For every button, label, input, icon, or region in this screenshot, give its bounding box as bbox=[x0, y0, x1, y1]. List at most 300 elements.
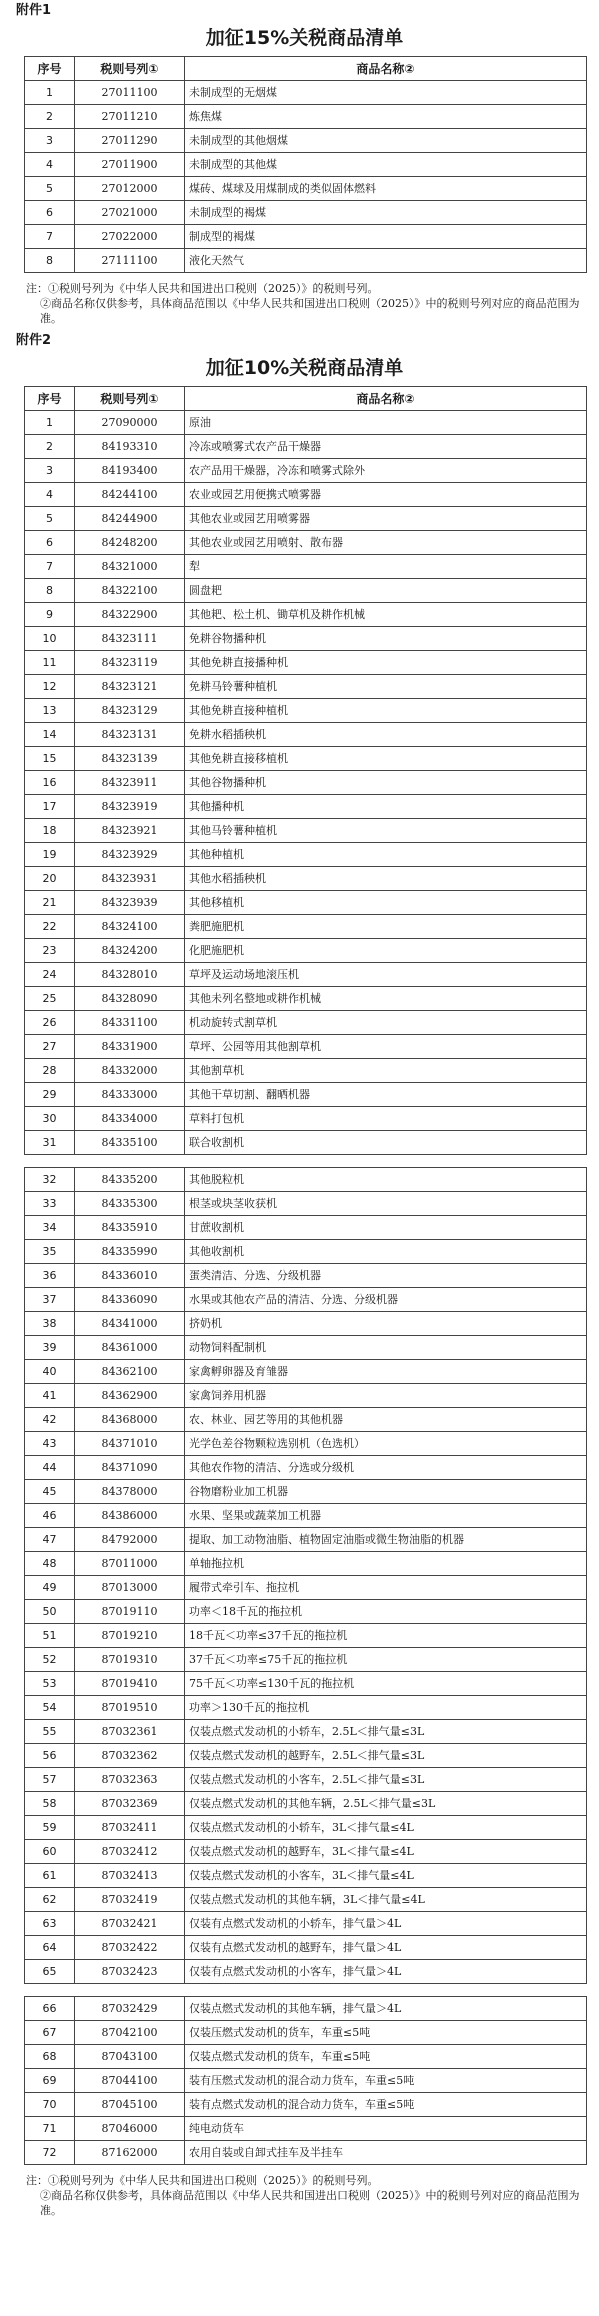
row-tariff-code: 27011290 bbox=[75, 129, 185, 153]
annex1-label: 附件1 bbox=[16, 3, 52, 18]
row-tariff-code: 87032413 bbox=[75, 1864, 185, 1888]
table-row bbox=[25, 699, 587, 723]
table-row bbox=[25, 1360, 587, 1384]
row-seq: 56 bbox=[25, 1744, 75, 1768]
row-tariff-code: 84331100 bbox=[75, 1011, 185, 1035]
row-product-name: 农业或园艺用便携式喷雾器 bbox=[185, 483, 587, 507]
table-row bbox=[25, 1107, 587, 1131]
table-row bbox=[25, 1288, 587, 1312]
table-row bbox=[25, 2141, 587, 2165]
row-product-name: 装有压燃式发动机的混合动力货车，车重≤5吨 bbox=[185, 2069, 587, 2093]
table-row bbox=[25, 2045, 587, 2069]
row-tariff-code: 84328010 bbox=[75, 963, 185, 987]
row-tariff-code: 87011000 bbox=[75, 1552, 185, 1576]
row-seq: 19 bbox=[25, 843, 75, 867]
row-seq: 33 bbox=[25, 1192, 75, 1216]
row-seq: 23 bbox=[25, 939, 75, 963]
row-product-name: 其他种植机 bbox=[185, 843, 587, 867]
row-tariff-code: 87032429 bbox=[75, 1997, 185, 2021]
row-product-name: 农用自装或自卸式挂车及半挂车 bbox=[185, 2141, 587, 2165]
row-seq: 69 bbox=[25, 2069, 75, 2093]
row-seq: 6 bbox=[25, 531, 75, 555]
row-seq: 67 bbox=[25, 2021, 75, 2045]
row-seq: 28 bbox=[25, 1059, 75, 1083]
row-tariff-code: 84323931 bbox=[75, 867, 185, 891]
table-row bbox=[25, 507, 587, 531]
row-tariff-code: 84335990 bbox=[75, 1240, 185, 1264]
row-seq: 24 bbox=[25, 963, 75, 987]
row-product-name: 免耕谷物播种机 bbox=[185, 627, 587, 651]
row-product-name: 草料打包机 bbox=[185, 1107, 587, 1131]
row-product-name: 其他农作物的清洁、分选或分级机 bbox=[185, 1456, 587, 1480]
row-seq: 4 bbox=[25, 153, 75, 177]
row-tariff-code: 87019510 bbox=[75, 1696, 185, 1720]
row-product-name: 机动旋转式割草机 bbox=[185, 1011, 587, 1035]
row-tariff-code: 84362900 bbox=[75, 1384, 185, 1408]
row-tariff-code: 87032423 bbox=[75, 1960, 185, 1984]
row-product-name: 煤砖、煤球及用煤制成的类似固体燃料 bbox=[185, 177, 587, 201]
row-seq: 39 bbox=[25, 1336, 75, 1360]
header-product-name: 商品名称② bbox=[185, 57, 587, 81]
row-seq: 70 bbox=[25, 2093, 75, 2117]
row-seq: 46 bbox=[25, 1504, 75, 1528]
row-seq: 41 bbox=[25, 1384, 75, 1408]
table-row bbox=[25, 1576, 587, 1600]
row-seq: 2 bbox=[25, 435, 75, 459]
row-product-name: 其他收割机 bbox=[185, 1240, 587, 1264]
row-seq: 42 bbox=[25, 1408, 75, 1432]
row-tariff-code: 84323111 bbox=[75, 627, 185, 651]
table-row bbox=[25, 1384, 587, 1408]
row-tariff-code: 84335100 bbox=[75, 1131, 185, 1155]
header-tariff-code: 税则号列① bbox=[75, 57, 185, 81]
row-product-name: 履带式牵引车、拖拉机 bbox=[185, 1576, 587, 1600]
row-product-name: 功率＞130千瓦的拖拉机 bbox=[185, 1696, 587, 1720]
row-product-name: 联合收割机 bbox=[185, 1131, 587, 1155]
row-seq: 52 bbox=[25, 1648, 75, 1672]
row-product-name: 功率＜18千瓦的拖拉机 bbox=[185, 1600, 587, 1624]
row-seq: 22 bbox=[25, 915, 75, 939]
header-product-name: 商品名称② bbox=[185, 387, 587, 411]
row-seq: 62 bbox=[25, 1888, 75, 1912]
row-seq: 26 bbox=[25, 1011, 75, 1035]
row-tariff-code: 84321000 bbox=[75, 555, 185, 579]
row-product-name: 其他水稻插秧机 bbox=[185, 867, 587, 891]
row-tariff-code: 27090000 bbox=[75, 411, 185, 435]
table-row bbox=[25, 891, 587, 915]
row-tariff-code: 84323129 bbox=[75, 699, 185, 723]
table-row bbox=[25, 1792, 587, 1816]
table-row bbox=[25, 2069, 587, 2093]
table-row bbox=[25, 411, 587, 435]
row-seq: 38 bbox=[25, 1312, 75, 1336]
row-tariff-code: 87162000 bbox=[75, 2141, 185, 2165]
table-row bbox=[25, 915, 587, 939]
row-product-name: 其他未列名整地或耕作机械 bbox=[185, 987, 587, 1011]
row-tariff-code: 27021000 bbox=[75, 201, 185, 225]
table-row bbox=[25, 1960, 587, 1984]
row-product-name: 蛋类清洁、分选、分级机器 bbox=[185, 1264, 587, 1288]
row-product-name: 挤奶机 bbox=[185, 1312, 587, 1336]
row-tariff-code: 84378000 bbox=[75, 1480, 185, 1504]
table-row bbox=[25, 675, 587, 699]
table-row bbox=[25, 579, 587, 603]
table-row bbox=[25, 531, 587, 555]
row-seq: 35 bbox=[25, 1240, 75, 1264]
row-seq: 57 bbox=[25, 1768, 75, 1792]
table-row bbox=[25, 225, 587, 249]
table-row bbox=[25, 1912, 587, 1936]
row-product-name: 甘蔗收割机 bbox=[185, 1216, 587, 1240]
note-1: 注：①税则号列为《中华人民共和国进出口税则（2025）》的税则号列。 bbox=[26, 282, 379, 295]
row-seq: 34 bbox=[25, 1216, 75, 1240]
row-tariff-code: 87032363 bbox=[75, 1768, 185, 1792]
row-tariff-code: 84371010 bbox=[75, 1432, 185, 1456]
table-row bbox=[25, 105, 587, 129]
table-row bbox=[25, 1083, 587, 1107]
row-tariff-code: 84331900 bbox=[75, 1035, 185, 1059]
table-row bbox=[25, 1696, 587, 1720]
row-tariff-code: 84335910 bbox=[75, 1216, 185, 1240]
table-row bbox=[25, 1997, 587, 2021]
row-seq: 25 bbox=[25, 987, 75, 1011]
row-product-name: 仅装点燃式发动机的小客车，2.5L＜排气量≤3L bbox=[185, 1768, 587, 1792]
row-seq: 6 bbox=[25, 201, 75, 225]
table-row bbox=[25, 1192, 587, 1216]
row-tariff-code: 27012000 bbox=[75, 177, 185, 201]
row-tariff-code: 87019310 bbox=[75, 1648, 185, 1672]
row-tariff-code: 84323121 bbox=[75, 675, 185, 699]
row-product-name: 单轴拖拉机 bbox=[185, 1552, 587, 1576]
row-seq: 7 bbox=[25, 555, 75, 579]
annex2-notes bbox=[26, 2173, 583, 2218]
annex2-title: 加征10%关税商品清单 bbox=[205, 357, 404, 379]
row-seq: 8 bbox=[25, 249, 75, 273]
row-tariff-code: 84193400 bbox=[75, 459, 185, 483]
table-row bbox=[25, 1936, 587, 1960]
table-row bbox=[25, 1264, 587, 1288]
row-tariff-code: 84362100 bbox=[75, 1360, 185, 1384]
table-row bbox=[25, 1672, 587, 1696]
row-product-name: 仅装点燃式发动机的其他车辆，排气量＞4L bbox=[185, 1997, 587, 2021]
table-row bbox=[25, 1552, 587, 1576]
row-product-name: 仅装有点燃式发动机的小客车，排气量＞4L bbox=[185, 1960, 587, 1984]
row-tariff-code: 84323919 bbox=[75, 795, 185, 819]
row-product-name: 谷物磨粉业加工机器 bbox=[185, 1480, 587, 1504]
row-product-name: 原油 bbox=[185, 411, 587, 435]
row-seq: 10 bbox=[25, 627, 75, 651]
row-tariff-code: 27022000 bbox=[75, 225, 185, 249]
row-seq: 72 bbox=[25, 2141, 75, 2165]
row-seq: 66 bbox=[25, 1997, 75, 2021]
table-row bbox=[25, 939, 587, 963]
row-product-name: 其他免耕直接种植机 bbox=[185, 699, 587, 723]
table-row bbox=[25, 819, 587, 843]
table-row bbox=[25, 771, 587, 795]
table-row bbox=[25, 483, 587, 507]
table-row bbox=[25, 651, 587, 675]
note-1: 注：①税则号列为《中华人民共和国进出口税则（2025）》的税则号列。 bbox=[26, 2174, 379, 2187]
row-tariff-code: 87032361 bbox=[75, 1720, 185, 1744]
row-tariff-code: 84332000 bbox=[75, 1059, 185, 1083]
row-seq: 13 bbox=[25, 699, 75, 723]
row-product-name: 光学色差谷物颗粒选别机（色选机） bbox=[185, 1432, 587, 1456]
table-row bbox=[25, 747, 587, 771]
annex1-table bbox=[24, 56, 587, 273]
row-seq: 20 bbox=[25, 867, 75, 891]
row-product-name: 18千瓦＜功率≤37千瓦的拖拉机 bbox=[185, 1624, 587, 1648]
row-product-name: 其他播种机 bbox=[185, 795, 587, 819]
row-seq: 71 bbox=[25, 2117, 75, 2141]
row-seq: 1 bbox=[25, 81, 75, 105]
row-product-name: 免耕水稻插秧机 bbox=[185, 723, 587, 747]
row-tariff-code: 84336090 bbox=[75, 1288, 185, 1312]
row-seq: 15 bbox=[25, 747, 75, 771]
row-seq: 12 bbox=[25, 675, 75, 699]
table-row bbox=[25, 1888, 587, 1912]
row-tariff-code: 84323139 bbox=[75, 747, 185, 771]
table-row bbox=[25, 1456, 587, 1480]
row-seq: 27 bbox=[25, 1035, 75, 1059]
table-row bbox=[25, 1216, 587, 1240]
row-product-name: 其他免耕直接移植机 bbox=[185, 747, 587, 771]
row-tariff-code: 87032369 bbox=[75, 1792, 185, 1816]
row-tariff-code: 87032422 bbox=[75, 1936, 185, 1960]
table-row bbox=[25, 603, 587, 627]
row-tariff-code: 87043100 bbox=[75, 2045, 185, 2069]
row-product-name: 仅装压燃式发动机的货车，车重≤5吨 bbox=[185, 2021, 587, 2045]
row-product-name: 犁 bbox=[185, 555, 587, 579]
row-product-name: 冷冻或喷雾式农产品干燥器 bbox=[185, 435, 587, 459]
table-row bbox=[25, 1744, 587, 1768]
row-product-name: 化肥施肥机 bbox=[185, 939, 587, 963]
row-seq: 14 bbox=[25, 723, 75, 747]
row-product-name: 其他农业或园艺用喷雾器 bbox=[185, 507, 587, 531]
row-product-name: 根茎或块茎收获机 bbox=[185, 1192, 587, 1216]
table-row bbox=[25, 2093, 587, 2117]
row-product-name: 家禽孵卵器及育雏器 bbox=[185, 1360, 587, 1384]
row-product-name: 仅装有点燃式发动机的小轿车，排气量＞4L bbox=[185, 1912, 587, 1936]
row-product-name: 未制成型的其他煤 bbox=[185, 153, 587, 177]
row-seq: 60 bbox=[25, 1840, 75, 1864]
row-product-name: 仅装点燃式发动机的其他车辆，2.5L＜排气量≤3L bbox=[185, 1792, 587, 1816]
row-seq: 8 bbox=[25, 579, 75, 603]
row-seq: 31 bbox=[25, 1131, 75, 1155]
table-row bbox=[25, 1408, 587, 1432]
row-product-name: 家禽饲养用机器 bbox=[185, 1384, 587, 1408]
row-product-name: 仅装点燃式发动机的越野车，3L＜排气量≤4L bbox=[185, 1840, 587, 1864]
document-page bbox=[0, 2, 599, 2218]
row-product-name: 草坪、公园等用其他割草机 bbox=[185, 1035, 587, 1059]
row-tariff-code: 87044100 bbox=[75, 2069, 185, 2093]
table-row bbox=[25, 1168, 587, 1192]
row-tariff-code: 84371090 bbox=[75, 1456, 185, 1480]
table-row bbox=[25, 555, 587, 579]
row-seq: 53 bbox=[25, 1672, 75, 1696]
row-seq: 3 bbox=[25, 459, 75, 483]
row-tariff-code: 84244100 bbox=[75, 483, 185, 507]
row-product-name: 动物饲料配制机 bbox=[185, 1336, 587, 1360]
row-product-name: 其他谷物播种机 bbox=[185, 771, 587, 795]
row-tariff-code: 84368000 bbox=[75, 1408, 185, 1432]
row-seq: 40 bbox=[25, 1360, 75, 1384]
row-tariff-code: 84323939 bbox=[75, 891, 185, 915]
table-row bbox=[25, 1432, 587, 1456]
row-product-name: 免耕马铃薯种植机 bbox=[185, 675, 587, 699]
table-row bbox=[25, 723, 587, 747]
row-product-name: 其他农业或园艺用喷射、散布器 bbox=[185, 531, 587, 555]
row-product-name: 水果或其他农产品的清洁、分选、分级机器 bbox=[185, 1288, 587, 1312]
row-product-name: 农产品用干燥器，冷冻和喷雾式除外 bbox=[185, 459, 587, 483]
row-tariff-code: 84324200 bbox=[75, 939, 185, 963]
row-product-name: 其他割草机 bbox=[185, 1059, 587, 1083]
row-product-name: 未制成型的其他烟煤 bbox=[185, 129, 587, 153]
table-row bbox=[25, 1648, 587, 1672]
row-tariff-code: 84335300 bbox=[75, 1192, 185, 1216]
header-seq: 序号 bbox=[25, 57, 75, 81]
row-product-name: 仅装点燃式发动机的小轿车，2.5L＜排气量≤3L bbox=[185, 1720, 587, 1744]
row-seq: 17 bbox=[25, 795, 75, 819]
row-seq: 11 bbox=[25, 651, 75, 675]
row-tariff-code: 84324100 bbox=[75, 915, 185, 939]
row-seq: 43 bbox=[25, 1432, 75, 1456]
row-tariff-code: 84322100 bbox=[75, 579, 185, 603]
row-seq: 4 bbox=[25, 483, 75, 507]
row-product-name: 制成型的褐煤 bbox=[185, 225, 587, 249]
row-product-name: 其他干草切割、翻晒机器 bbox=[185, 1083, 587, 1107]
row-product-name: 仅装有点燃式发动机的越野车，排气量＞4L bbox=[185, 1936, 587, 1960]
table-row bbox=[25, 1768, 587, 1792]
table-row bbox=[25, 129, 587, 153]
row-product-name: 其他脱粒机 bbox=[185, 1168, 587, 1192]
row-tariff-code: 84248200 bbox=[75, 531, 185, 555]
row-seq: 36 bbox=[25, 1264, 75, 1288]
table-row bbox=[25, 1059, 587, 1083]
table-row bbox=[25, 1240, 587, 1264]
note-2: ②商品名称仅供参考，具体商品范围以《中华人民共和国进出口税则（2025）》中的税则号列对应的商品范围为准。 bbox=[40, 297, 580, 325]
row-tariff-code: 84323911 bbox=[75, 771, 185, 795]
row-seq: 2 bbox=[25, 105, 75, 129]
row-tariff-code: 87032411 bbox=[75, 1816, 185, 1840]
row-seq: 54 bbox=[25, 1696, 75, 1720]
row-product-name: 其他移植机 bbox=[185, 891, 587, 915]
table-row bbox=[25, 867, 587, 891]
table-row bbox=[25, 1624, 587, 1648]
row-tariff-code: 87019210 bbox=[75, 1624, 185, 1648]
row-seq: 65 bbox=[25, 1960, 75, 1984]
row-tariff-code: 84193310 bbox=[75, 435, 185, 459]
row-tariff-code: 87019410 bbox=[75, 1672, 185, 1696]
table-header-row bbox=[25, 57, 587, 81]
row-seq: 3 bbox=[25, 129, 75, 153]
table-row bbox=[25, 1816, 587, 1840]
table-row bbox=[25, 81, 587, 105]
row-tariff-code: 87019110 bbox=[75, 1600, 185, 1624]
table-row bbox=[25, 627, 587, 651]
row-seq: 50 bbox=[25, 1600, 75, 1624]
table-row bbox=[25, 1312, 587, 1336]
row-product-name: 农、林业、园艺等用的其他机器 bbox=[185, 1408, 587, 1432]
row-seq: 47 bbox=[25, 1528, 75, 1552]
row-product-name: 草坪及运动场地滚压机 bbox=[185, 963, 587, 987]
row-product-name: 装有点燃式发动机的混合动力货车，车重≤5吨 bbox=[185, 2093, 587, 2117]
table-row bbox=[25, 2021, 587, 2045]
table-row bbox=[25, 459, 587, 483]
header-seq: 序号 bbox=[25, 387, 75, 411]
row-seq: 9 bbox=[25, 603, 75, 627]
table-row bbox=[25, 1131, 587, 1155]
row-seq: 29 bbox=[25, 1083, 75, 1107]
row-tariff-code: 84341000 bbox=[75, 1312, 185, 1336]
table-row bbox=[25, 1840, 587, 1864]
row-product-name: 液化天然气 bbox=[185, 249, 587, 273]
table-row bbox=[25, 201, 587, 225]
row-tariff-code: 84386000 bbox=[75, 1504, 185, 1528]
table-row bbox=[25, 177, 587, 201]
row-seq: 55 bbox=[25, 1720, 75, 1744]
row-tariff-code: 84335200 bbox=[75, 1168, 185, 1192]
row-product-name: 炼焦煤 bbox=[185, 105, 587, 129]
row-tariff-code: 87032419 bbox=[75, 1888, 185, 1912]
row-seq: 21 bbox=[25, 891, 75, 915]
row-product-name: 仅装点燃式发动机的越野车，2.5L＜排气量≤3L bbox=[185, 1744, 587, 1768]
row-tariff-code: 87042100 bbox=[75, 2021, 185, 2045]
row-seq: 16 bbox=[25, 771, 75, 795]
table-header-row bbox=[25, 387, 587, 411]
row-tariff-code: 87032421 bbox=[75, 1912, 185, 1936]
row-seq: 63 bbox=[25, 1912, 75, 1936]
row-tariff-code: 84244900 bbox=[75, 507, 185, 531]
row-tariff-code: 84323921 bbox=[75, 819, 185, 843]
row-seq: 32 bbox=[25, 1168, 75, 1192]
row-product-name: 其他马铃薯种植机 bbox=[185, 819, 587, 843]
row-product-name: 75千瓦＜功率≤130千瓦的拖拉机 bbox=[185, 1672, 587, 1696]
row-tariff-code: 84361000 bbox=[75, 1336, 185, 1360]
row-seq: 18 bbox=[25, 819, 75, 843]
row-product-name: 其他免耕直接播种机 bbox=[185, 651, 587, 675]
row-product-name: 仅装点燃式发动机的小轿车，3L＜排气量≤4L bbox=[185, 1816, 587, 1840]
row-tariff-code: 27011100 bbox=[75, 81, 185, 105]
table-row bbox=[25, 1528, 587, 1552]
row-tariff-code: 84336010 bbox=[75, 1264, 185, 1288]
row-tariff-code: 27111100 bbox=[75, 249, 185, 273]
row-seq: 45 bbox=[25, 1480, 75, 1504]
row-product-name: 未制成型的无烟煤 bbox=[185, 81, 587, 105]
row-seq: 30 bbox=[25, 1107, 75, 1131]
row-tariff-code: 87013000 bbox=[75, 1576, 185, 1600]
row-product-name: 水果、坚果或蔬菜加工机器 bbox=[185, 1504, 587, 1528]
row-tariff-code: 84323119 bbox=[75, 651, 185, 675]
row-tariff-code: 87032362 bbox=[75, 1744, 185, 1768]
row-product-name: 仅装点燃式发动机的小客车，3L＜排气量≤4L bbox=[185, 1864, 587, 1888]
row-tariff-code: 27011900 bbox=[75, 153, 185, 177]
row-seq: 37 bbox=[25, 1288, 75, 1312]
table-row bbox=[25, 1035, 587, 1059]
row-tariff-code: 84333000 bbox=[75, 1083, 185, 1107]
page-break-gap bbox=[25, 1155, 587, 1168]
row-tariff-code: 87045100 bbox=[75, 2093, 185, 2117]
annex1-notes bbox=[26, 281, 583, 326]
row-seq: 1 bbox=[25, 411, 75, 435]
row-product-name: 粪肥施肥机 bbox=[185, 915, 587, 939]
header-tariff-code: 税则号列① bbox=[75, 387, 185, 411]
note-2: ②商品名称仅供参考，具体商品范围以《中华人民共和国进出口税则（2025）》中的税则号列对应的商品范围为准。 bbox=[40, 2189, 580, 2217]
row-seq: 49 bbox=[25, 1576, 75, 1600]
table-row bbox=[25, 1336, 587, 1360]
table-row bbox=[25, 1504, 587, 1528]
row-product-name: 其他耙、松土机、锄草机及耕作机械 bbox=[185, 603, 587, 627]
row-seq: 64 bbox=[25, 1936, 75, 1960]
